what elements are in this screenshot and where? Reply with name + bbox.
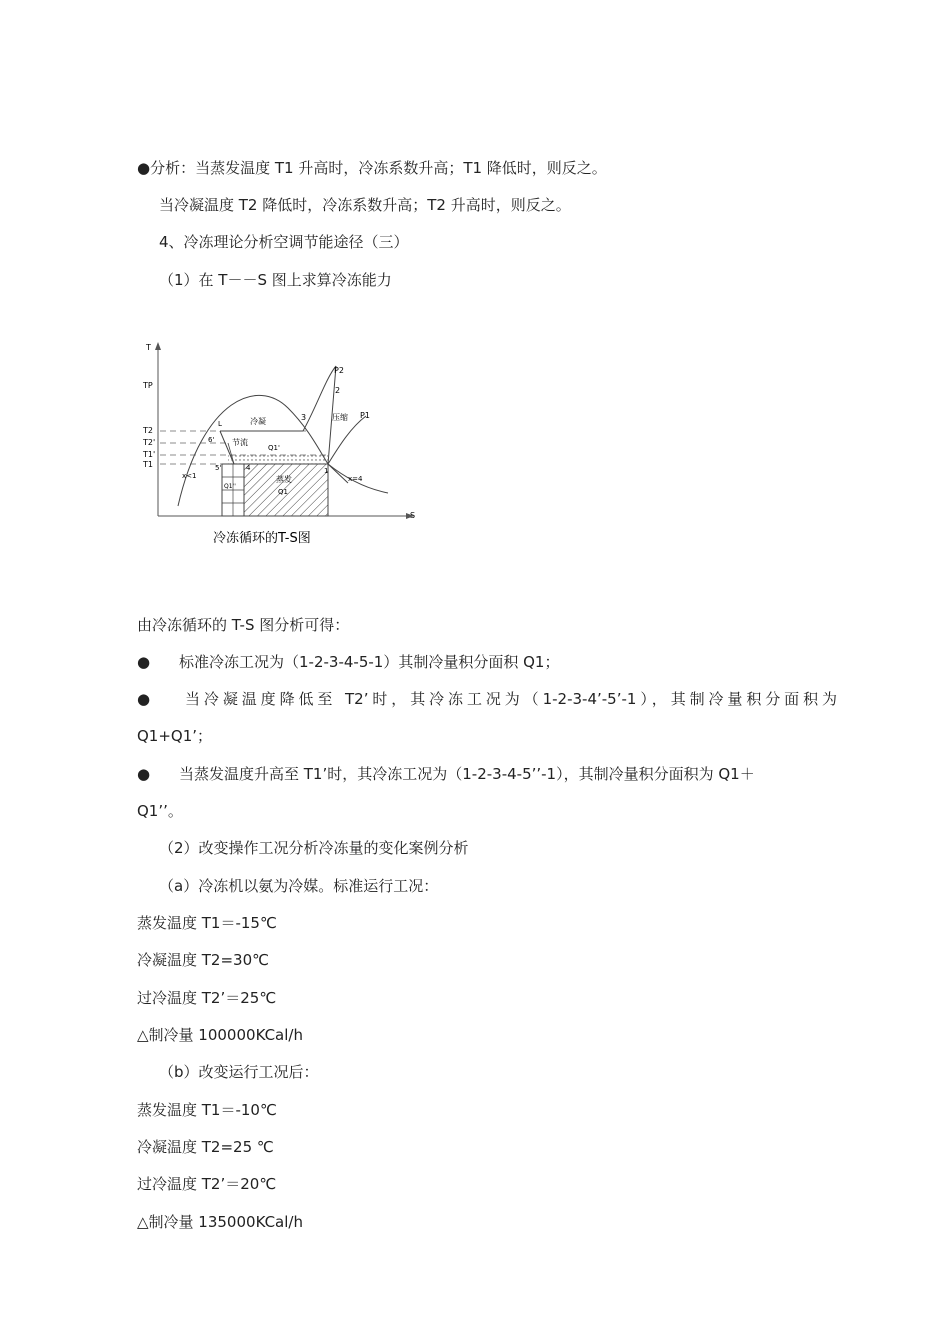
label-n3: 3 [301, 413, 307, 422]
case-b-t2p: 过冷温度 T2’＝20℃ [137, 1175, 277, 1193]
bullet-evap-higher: 当蒸发温度升高至 T1’时，其冷冻工况为（1-2-3-4-5’’-1），其制冷量积分面积为 Q1＋ [179, 765, 755, 783]
case-a-t1: 蒸发温度 T1＝-15℃ [137, 914, 277, 932]
case-a-heading: （a）冷冻机以氨为冷媒。标准运行工况： [159, 877, 439, 895]
label-condense: 冷凝 [250, 417, 266, 426]
label-t1p: T1' [143, 450, 156, 459]
label-p2: P2 [334, 366, 344, 375]
label-tp: TP [143, 381, 153, 390]
label-l: L [218, 420, 222, 428]
label-p1: P1 [360, 411, 370, 420]
label-n1: 1 [324, 467, 329, 475]
label-s: S [410, 511, 416, 520]
bullet-evap-higher-cont: Q1’’。 [137, 802, 183, 820]
ts-diagram [138, 338, 423, 553]
case-a-t2: 冷凝温度 T2=30℃ [137, 951, 269, 969]
case-b-t1: 蒸发温度 T1＝-10℃ [137, 1101, 277, 1119]
bullet-icon: ● [137, 690, 151, 708]
bullet-condense-lower-cont: Q1+Q1’； [137, 727, 213, 745]
bullet-standard: 标准冷冻工况为（1-2-3-4-5-1）其制冷量积分面积 Q1； [179, 653, 560, 671]
label-q1p: Q1' [268, 444, 280, 452]
condense-paragraph: 当冷凝温度 T2 降低时，冷冻系数升高；T2 升高时，则反之。 [159, 196, 571, 214]
case-a-capacity: △制冷量 100000KCal/h [137, 1026, 303, 1044]
t-axis-arrow-icon [155, 342, 161, 350]
bullet-icon: ● [137, 765, 151, 783]
figure-caption: 冷冻循环的T-S图 [213, 531, 311, 546]
subsection-heading: （1）在 T－－S 图上求算冷冻能力 [159, 271, 392, 289]
label-5p: 5' [215, 464, 222, 472]
label-t2p: T2' [143, 438, 156, 447]
area-q1pp [228, 455, 328, 464]
isobar-p1 [328, 416, 366, 464]
label-n4: 4 [246, 464, 251, 472]
label-q1: Q1 [278, 488, 288, 496]
label-x4: x=4 [348, 475, 363, 483]
case-heading: （2）改变操作工况分析冷冻量的变化案例分析 [159, 839, 469, 857]
label-x1: x<1 [182, 472, 197, 480]
label-t1: T1 [143, 460, 153, 469]
bullet-condense-lower: 当冷凝温度降低至 T2’时，其冷冻工况为（1-2-3-4’-5’-1），其制冷量积分面积为 [185, 690, 837, 708]
case-b-capacity: △制冷量 135000KCal/h [137, 1213, 303, 1231]
label-evap: 蒸发 [276, 475, 292, 484]
label-q1pp: Q1'' [224, 483, 236, 490]
bullet-icon: ● [137, 653, 151, 671]
case-b-t2: 冷凝温度 T2=25 ℃ [137, 1138, 274, 1156]
label-compress: 压缩 [332, 413, 348, 422]
label-t: T [146, 343, 151, 352]
analysis-paragraph: ●分析：当蒸发温度 T1 升高时，冷冻系数升高；T1 降低时，则反之。 [137, 159, 607, 177]
case-b-heading: （b）改变运行工况后： [159, 1063, 319, 1081]
label-throttle: 节流 [232, 438, 248, 447]
label-t2: T2 [143, 426, 153, 435]
figure-analysis-intro: 由冷冻循环的 T-S 图分析可得： [137, 616, 350, 634]
case-a-t2p: 过冷温度 T2’＝25℃ [137, 989, 277, 1007]
label-n2: 2 [335, 386, 341, 395]
section-heading: 4、冷冻理论分析空调节能途径（三） [159, 233, 409, 251]
label-6p: 6' [208, 436, 215, 444]
